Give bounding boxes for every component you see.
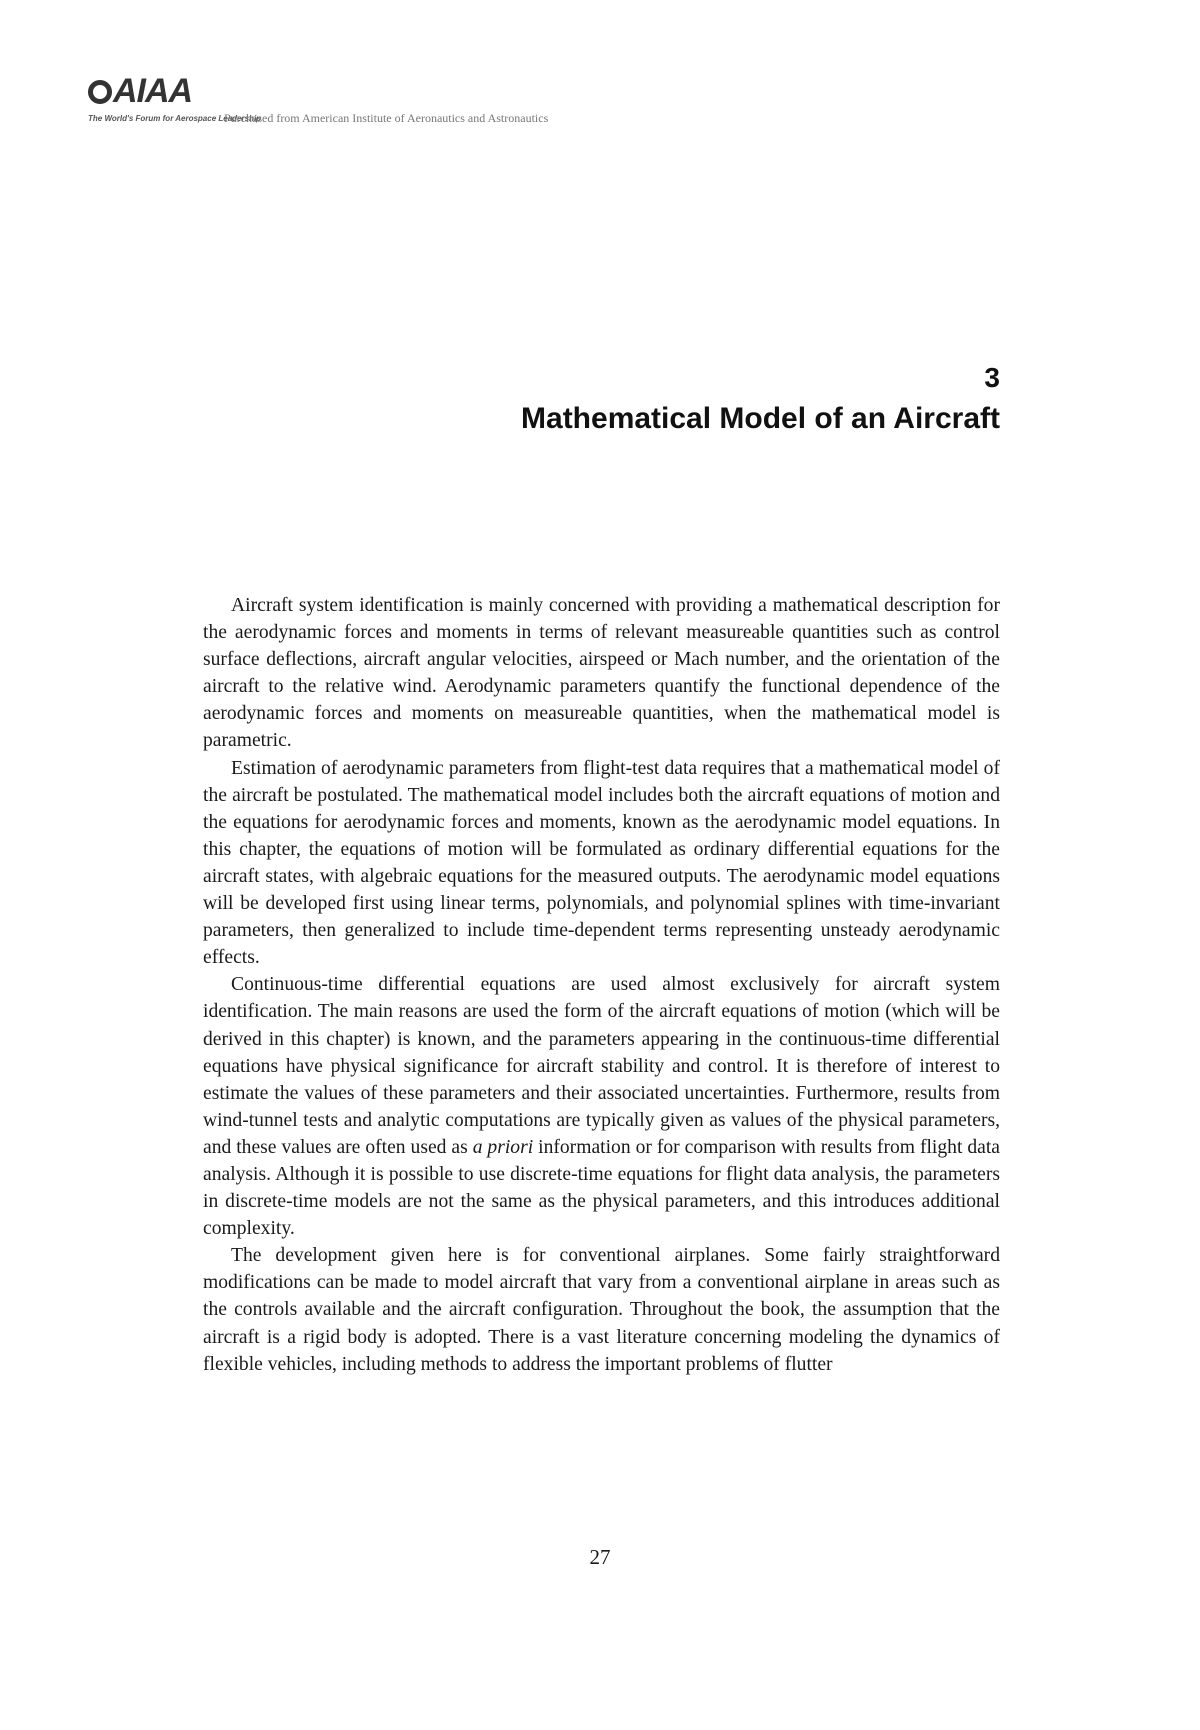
paragraph-3-text-before: Continuous-time differential equations are used almost exclusively for aircraft system identification. The main reasons are used the form of the aircraft equations of motion (which will be derived in this chapter) is known, and the parameters appearing in the continuous-time differential equations have physical significance for aircraft stability and control. It is therefore of interest to estimate the values of these parameters and their associated uncertainties. Furthermore, results from wind-tunnel tests and analytic computations are typically given as values of the physical parameters, and these values are often used as xyxy=(203,974,1000,1158)
chapter-title: Mathematical Model of an Aircraft xyxy=(521,402,1000,435)
paragraph-4: The development given here is for conventional airplanes. Some fairly straightforward modifications can be made to model aircraft that vary from a conventional airplane in areas such as the controls available and the aircraft configuration. Throughout the book, the assumption that the aircraft is a rigid body is adopted. There is a vast literature concerning modeling the dynamics of flexible vehicles, including methods to address the important problems of flutter xyxy=(203,1245,1000,1375)
logo-text: AIAA xyxy=(113,72,193,110)
page-header xyxy=(88,72,648,132)
paragraph-1: Aircraft system identification is mainly concerned with providing a mathematical description for the aerodynamic forces and moments in terms of relevant measureable quantities such as control surface deflections, aircraft angular velocities, airspeed or Mach number, and the orientation of the aircraft to the relative wind. Aerodynamic parameters quantify the functional dependence of the aerodynamic forces and moments on measureable quantities, when the mathematical model is parametric. xyxy=(203,595,1000,752)
purchase-notice: Purchased from American Institute of Aeronautics and Astronautics xyxy=(224,111,549,125)
paragraph-2: Estimation of aerodynamic parameters from flight-test data requires that a mathematical model of the aircraft be postulated. The mathematical model includes both the aircraft equations of motion and the equations for aerodynamic forces and moments, known as the aerodynamic model equations. In this chapter, the equations of motion will be formulated as ordinary differential equations for the aircraft states, with algebraic equations for the measured outputs. The aerodynamic model equations will be developed first using linear terms, polynomials, and polynomial splines with time-invariant parameters, then generalized to include time-dependent terms representing unsteady aerodynamic effects. xyxy=(203,757,1000,969)
paragraph-3-italic: a priori xyxy=(472,1136,534,1158)
logo-tagline: The World's Forum for Aerospace Leadership xyxy=(88,114,262,123)
paragraph-3 xyxy=(203,971,1000,1242)
chapter-number: 3 xyxy=(984,362,1000,393)
page-number: 27 xyxy=(589,1545,611,1569)
logo-swirl-icon xyxy=(88,80,112,104)
aiaa-logo xyxy=(88,72,192,110)
body-text xyxy=(203,592,1000,1378)
paragraph-3-text-after: information or for comparison with results from flight data analysis. Although it is possible to use discrete-time equations for flight data analysis, the parameters in discrete-time models are not the same as the physical parameters, and this introduces additional complexity. xyxy=(203,1136,1000,1240)
